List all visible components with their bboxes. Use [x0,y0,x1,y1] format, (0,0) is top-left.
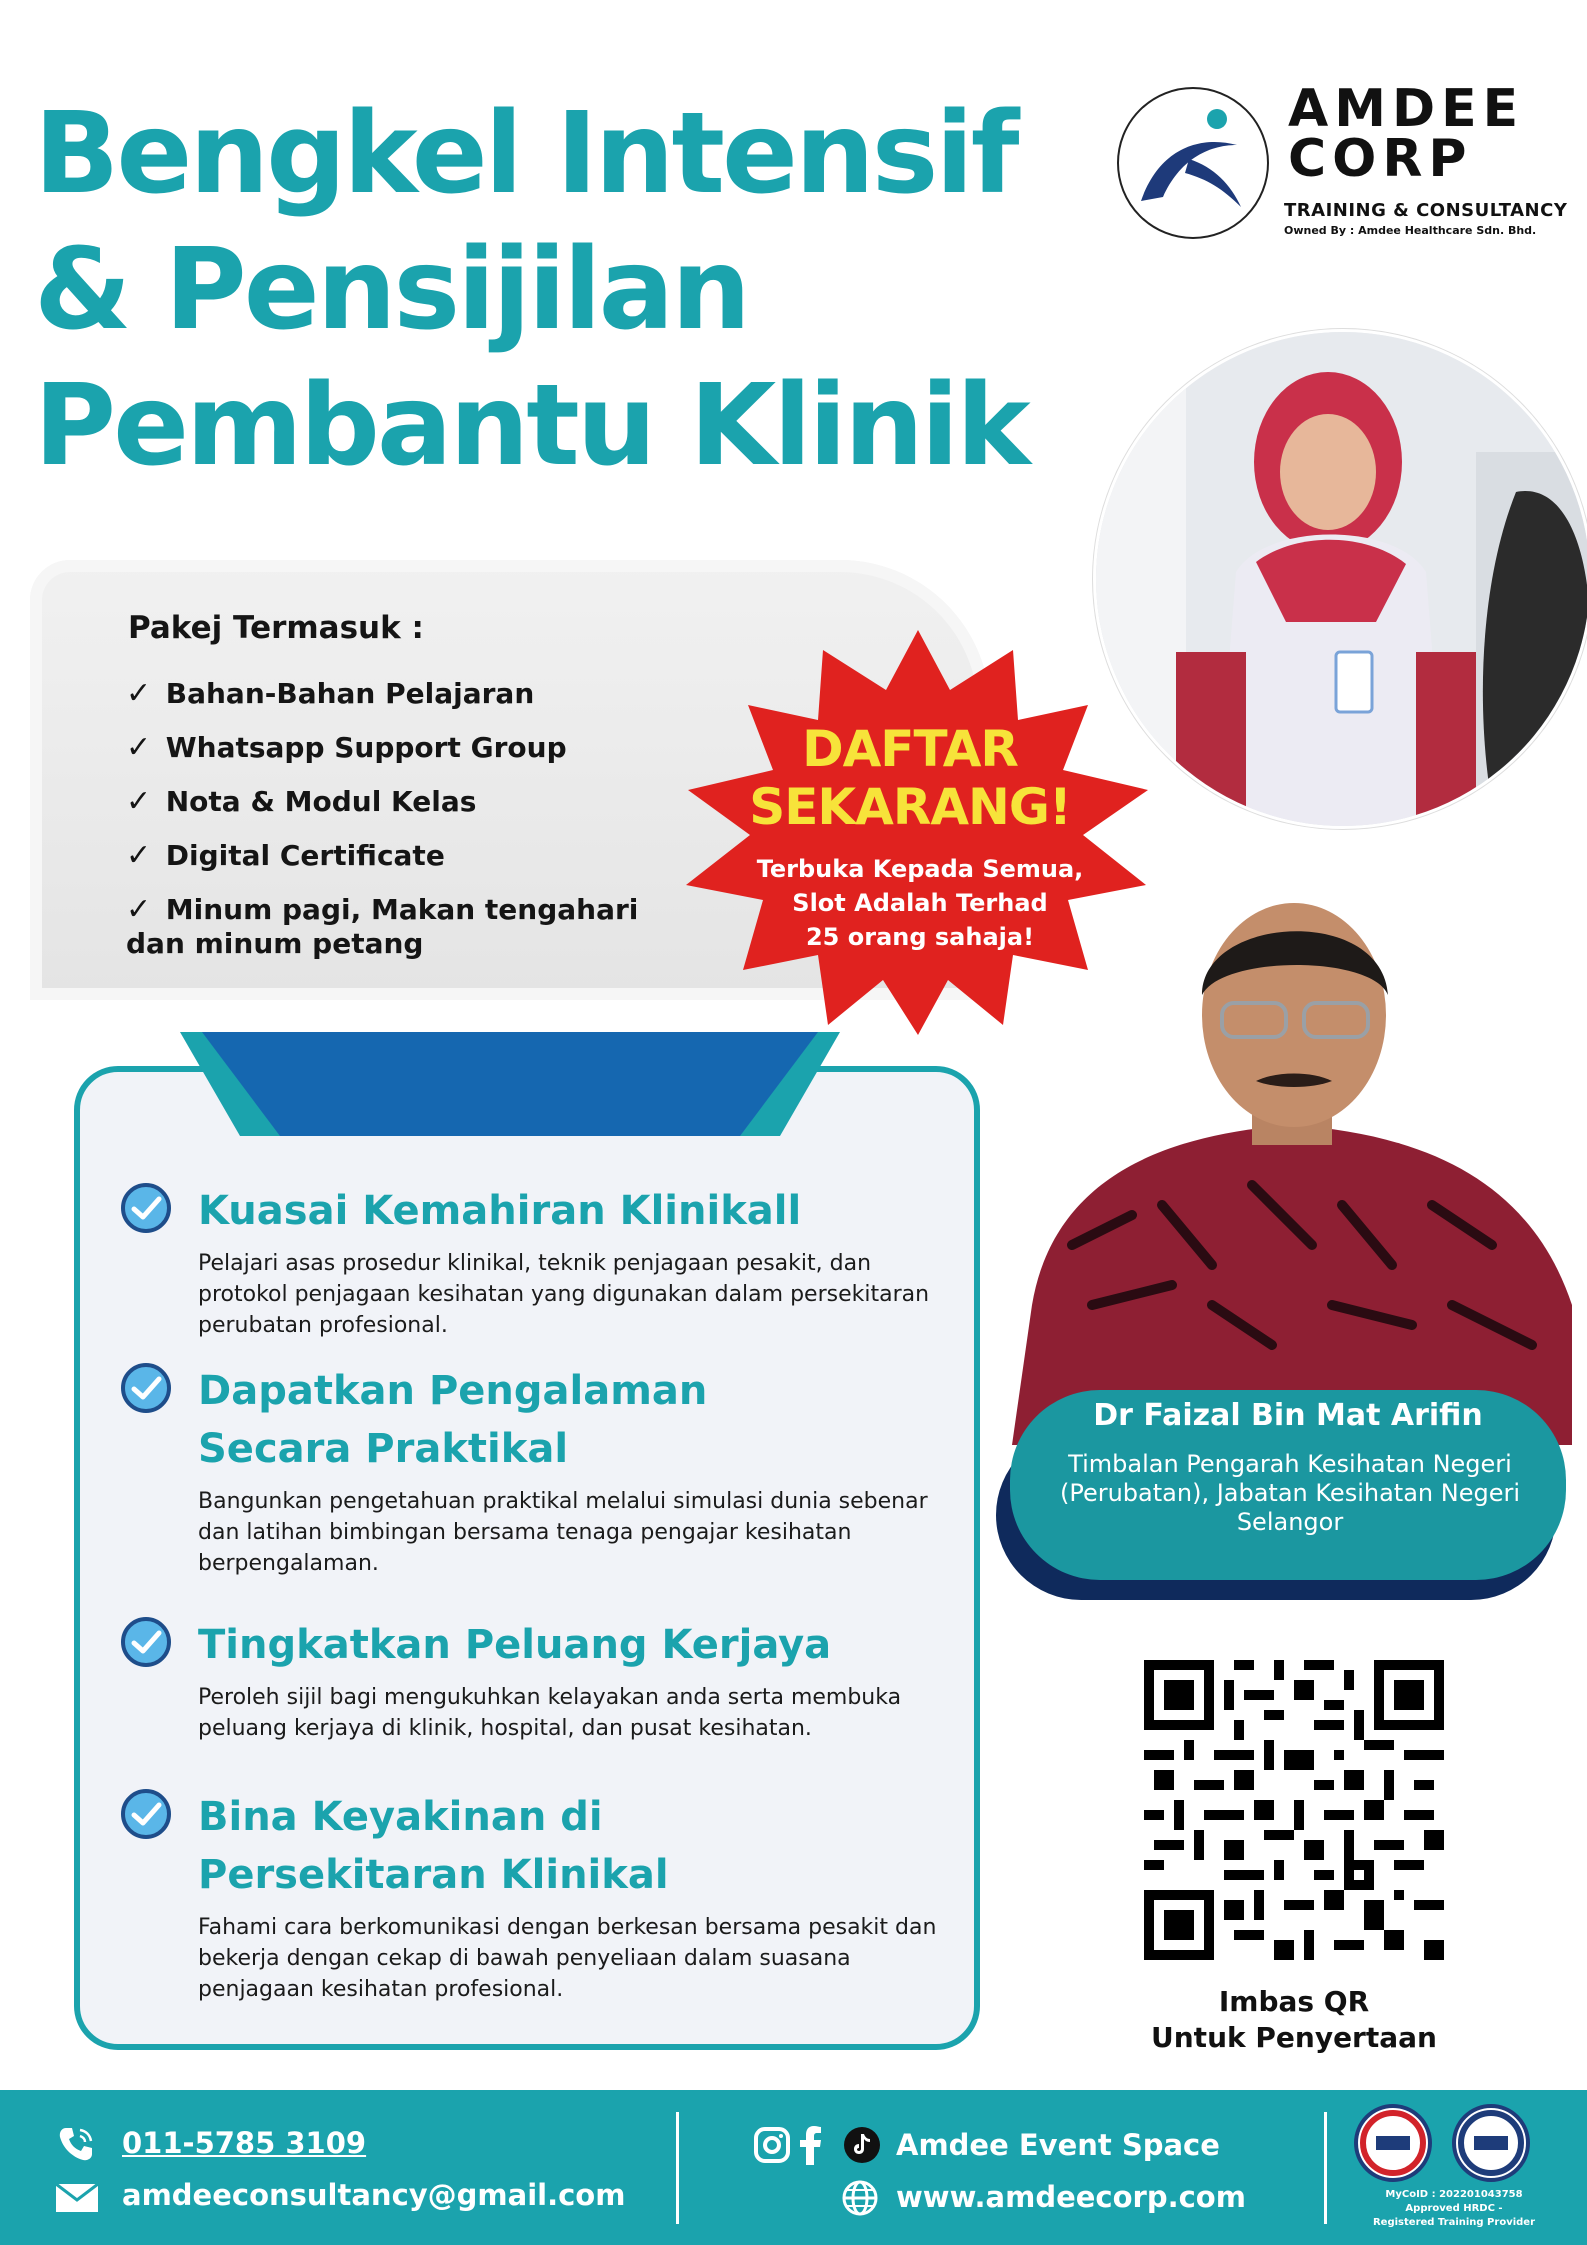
package-item-label: Nota & Modul Kelas [165,785,477,818]
globe-icon [840,2178,880,2218]
package-item [126,785,686,819]
register-now-line-1: DAFTAR [802,720,1018,778]
speaker-photo [1012,885,1572,1445]
package-item-label: Minum pagi, Makan tengahari dan minum petang [126,893,639,960]
benefit-item [120,1616,960,1744]
phone-link[interactable]: 011-5785 3109 [122,2126,367,2160]
title-line-3: Pembantu Klinik [34,361,1028,491]
benefit-item [120,1362,960,1579]
company-logo-mark [1117,87,1269,239]
hrd-line-1: MyCoID : 202201043758 [1385,2189,1523,2200]
mail-icon [54,2176,100,2216]
package-item [126,893,666,961]
benefit-description: Peroleh sijil bagi mengukuhkan kelayakan anda serta membuka peluang kerjaya di klinik, hospital, dan pusat kesihatan. [198,1685,902,1741]
title-line-2: & Pensijilan [34,225,748,355]
hrd-registration-text [1354,2188,1554,2230]
package-item [126,839,686,873]
facebook-icon[interactable] [796,2125,826,2165]
benefit-title: Dapatkan Pengalaman Secara Praktikal [198,1368,708,1472]
check-badge-icon [120,1362,172,1414]
footer-divider [1324,2112,1327,2224]
registration-qr-code[interactable] [1144,1660,1444,1960]
website-link[interactable]: www.amdeecorp.com [896,2180,1246,2214]
check-icon: ✓ [126,730,152,765]
company-name [1288,79,1525,189]
page-title [34,86,1028,494]
register-now-line-2: SEKARANG! [749,778,1071,836]
qr-caption-line-1: Imbas QR [1218,1985,1370,2018]
package-heading: Pakej Termasuk : [128,610,424,646]
footer-bar [0,2090,1587,2245]
card-tab-decoration [180,1032,840,1136]
speaker-role: Timbalan Pengarah Kesihatan Negeri (Perubatan), Jabatan Kesihatan Negeri Selangor [1059,1450,1520,1536]
package-item-label: Digital Certificate [165,839,445,872]
package-item-label: Bahan-Bahan Pelajaran [165,677,535,710]
benefit-item [120,1182,960,1341]
check-icon: ✓ [126,676,152,711]
nurse-illustration [1096,332,1587,826]
footer-divider [676,2112,679,2224]
benefit-title: Bina Keyakinan di Persekitaran Klinikal [198,1794,669,1898]
benefit-description: Bangunkan pengetahuan praktikal melalui simulasi dunia sebenar dan latihan bimbingan bersama tenaga pengajar kesihatan berpengalaman. [198,1489,928,1576]
package-item [126,677,686,711]
company-name-line-2: CORP [1288,129,1473,189]
check-badge-icon [120,1182,172,1234]
benefit-description: Pelajari asas prosedur klinikal, teknik penjagaan pesakit, dan protokol penjagaan kesihatan yang digunakan dalam persekitaran perubatan profesional. [198,1251,930,1338]
title-line-1: Bengkel Intensif [34,89,1017,219]
instagram-icon[interactable] [752,2125,792,2165]
package-item [126,731,686,765]
benefit-title: Tingkatkan Peluang Kerjaya [198,1622,832,1668]
qr-caption [1144,1984,1444,2056]
company-name-line-1: AMDEE [1288,79,1525,139]
qr-caption-line-2: Untuk Penyertaan [1151,2021,1437,2054]
check-icon: ✓ [126,838,152,873]
logo-swoosh-icon [1119,89,1267,237]
social-handle[interactable]: Amdee Event Space [896,2128,1220,2162]
phone-icon [56,2124,96,2164]
hrd-registered-badge [1354,2104,1432,2182]
hrd-claimable-badge [1452,2104,1530,2182]
hrd-registered-logo [1358,2108,1428,2178]
check-badge-icon [120,1616,172,1668]
benefit-item [120,1788,960,2005]
company-tagline: TRAINING & CONSULTANCY [1284,200,1568,221]
hrd-claimable-logo [1456,2108,1526,2178]
package-list [126,677,686,981]
email-link[interactable]: amdeeconsultancy@gmail.com [122,2178,626,2212]
hrd-line-2: Approved HRDC - [1405,2203,1503,2214]
check-icon: ✓ [126,784,152,819]
register-now-heading[interactable] [720,720,1100,836]
promo-sub-line-3: 25 orang sahaja! [805,923,1035,951]
promo-sub-line-1: Terbuka Kepada Semua, [756,855,1084,883]
benefit-description: Fahami cara berkomunikasi dengan berkesan bersama pesakit dan bekerja dengan cekap di bawah penyeliaan dalam suasana penjagaan kesihatan profesional. [198,1915,937,2002]
speaker-name: Dr Faizal Bin Mat Arifin [1093,1398,1483,1433]
check-badge-icon [120,1788,172,1840]
hrd-line-3: Registered Training Provider [1372,2217,1536,2228]
check-icon: ✓ [126,892,152,927]
promo-sub-line-2: Slot Adalah Terhad [792,889,1048,917]
company-owner: Owned By : Amdee Healthcare Sdn. Bhd. [1284,224,1537,237]
package-item-label: Whatsapp Support Group [165,731,567,764]
benefit-title: Kuasai Kemahiran Klinikall [198,1188,802,1234]
tiktok-icon[interactable] [842,2125,882,2165]
